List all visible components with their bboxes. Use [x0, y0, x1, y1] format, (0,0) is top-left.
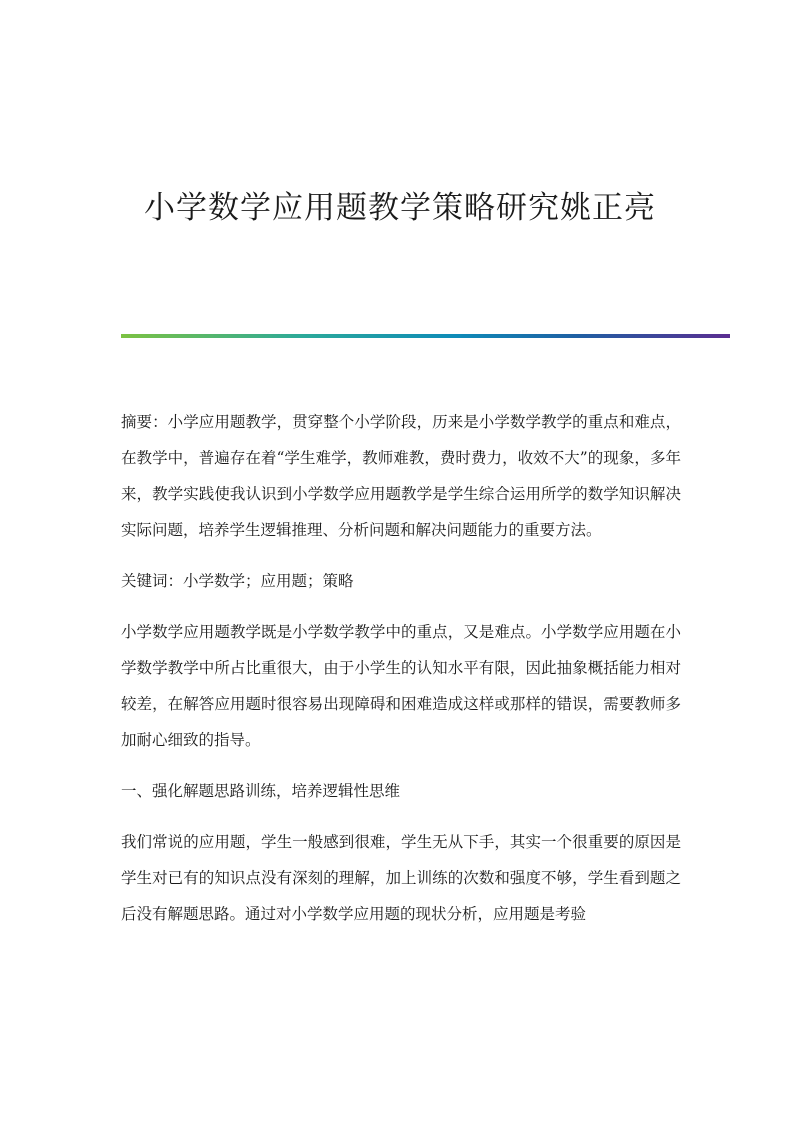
document-title: 小学数学应用题教学策略研究姚正亮 — [144, 190, 656, 226]
title-divider — [121, 334, 730, 338]
document-body — [121, 404, 681, 947]
intro-paragraph: 小学数学应用题教学既是小学数学教学中的重点，又是难点。小学数学应用题在小学数学教学中所占比重很大，由于小学生的认知水平有限，因此抽象概括能力相对较差，在解答应用题时很容易出现障碍和困难造成这样或那样的错误，需要教师多加耐心细致的指导。 — [121, 623, 681, 749]
section-paragraph: 我们常说的应用题，学生一般感到很难，学生无从下手，其实一个很重要的原因是学生对已有的知识点没有深刻的理解，加上训练的次数和强度不够，学生看到题之后没有解题思路。通过对小学数学应用题的现状分析，应用题是考验 — [121, 833, 681, 923]
section-heading: 一、强化解题思路训练，培养逻辑性思维 — [121, 782, 401, 800]
abstract-paragraph: 摘要：小学应用题教学，贯穿整个小学阶段，历来是小学数学教学的重点和难点，在教学中，普遍存在着“学生难学，教师难教，费时费力，收效不大”的现象，多年来，教学实践使我认识到小学数学应用题教学是学生综合运用所学的数学知识解决实际问题，培养学生逻辑推理、分析问题和解决问题能力的重要方法。 — [121, 413, 681, 539]
keywords-line: 关键词：小学数学；应用题；策略 — [121, 572, 354, 590]
